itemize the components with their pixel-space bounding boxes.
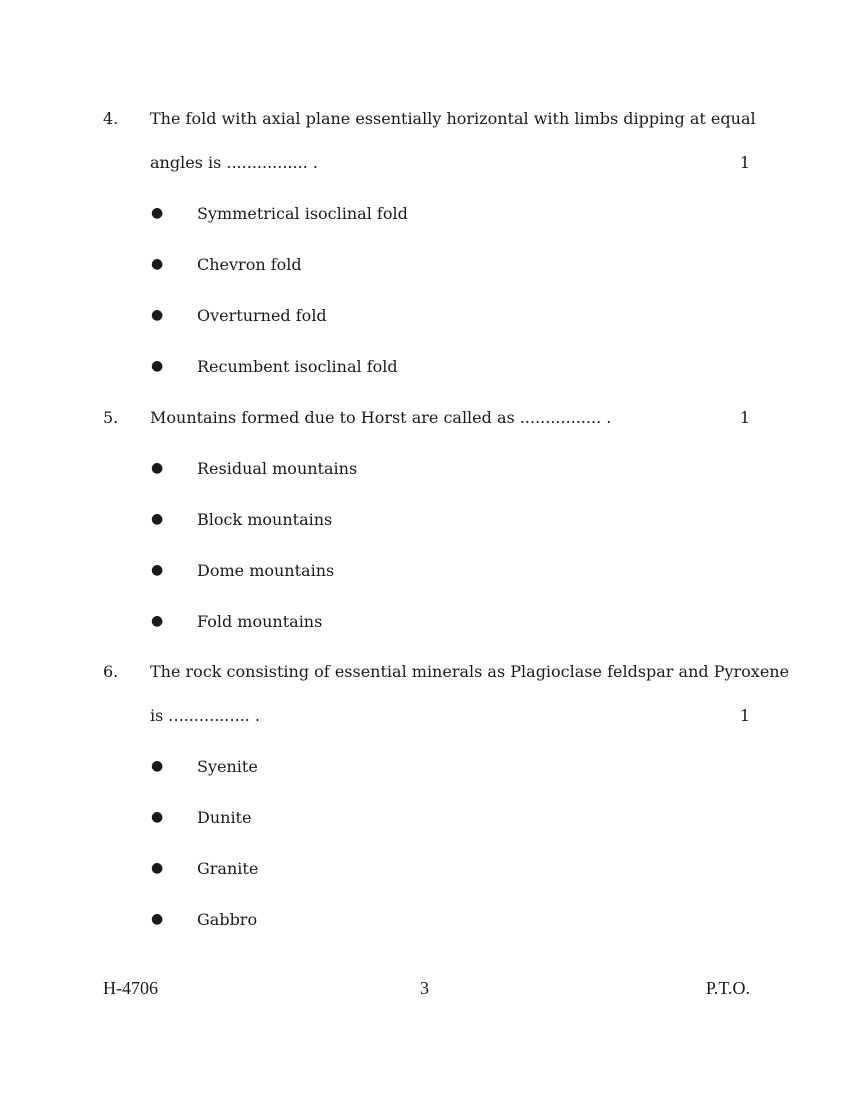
question-number: 4. [103,109,119,128]
option-d: Fold mountains [197,612,323,631]
option-b: Block mountains [197,510,333,529]
question-text-continued: angles is ................ . [150,153,318,172]
bullet-icon: ● [151,460,164,476]
bullet-icon: ● [151,205,164,221]
bullet-icon: ● [151,809,164,825]
question-text: The rock consisting of essential minerals as Plagioclase feldspar and Pyroxene [150,662,790,681]
question-text: The fold with axial plane essentially horizontal with limbs dipping at equal [150,109,756,128]
question-text-continued: is ................ . [150,706,260,725]
option-c: Dome mountains [197,561,335,580]
option-c: Overturned fold [197,306,327,325]
option-c: Granite [197,859,259,878]
question-marks: 1 [739,153,750,172]
bullet-icon: ● [151,358,164,374]
bullet-icon: ● [151,613,164,629]
question-text: Mountains formed due to Horst are called as ................ . [150,408,612,427]
question-marks: 1 [739,706,750,725]
bullet-icon: ● [151,860,164,876]
option-a: Syenite [197,757,258,776]
paper-code: H-4706 [103,978,158,998]
bullet-icon: ● [151,307,164,323]
option-d: Gabbro [197,910,258,929]
please-turn-over: P.T.O. [705,978,750,998]
question-marks: 1 [739,408,750,427]
bullet-icon: ● [151,562,164,578]
option-b: Dunite [197,808,252,827]
page-number: 3 [420,978,429,998]
option-b: Chevron fold [197,255,302,274]
bullet-icon: ● [151,256,164,272]
question-number: 5. [103,408,119,427]
bullet-icon: ● [151,511,164,527]
question-number: 6. [103,662,119,681]
option-d: Recumbent isoclinal fold [197,357,398,376]
bullet-icon: ● [151,911,164,927]
bullet-icon: ● [151,758,164,774]
option-a: Residual mountains [197,459,358,478]
option-a: Symmetrical isoclinal fold [197,204,408,223]
